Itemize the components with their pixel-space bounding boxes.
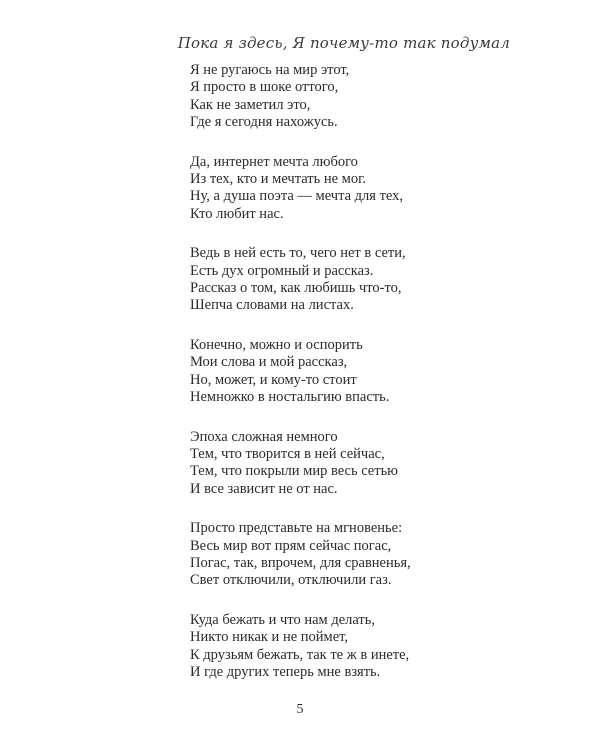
poem-line: И все зависит не от нас. <box>190 480 338 497</box>
poem-line: Никто никак и не поймет, <box>190 629 349 646</box>
poem-line: Но, может, и кому-то стоит <box>190 371 357 388</box>
poem-line: Где я сегодня нахожусь. <box>190 114 338 131</box>
poem-line: И где других теперь мне взять. <box>190 663 381 680</box>
poem-line: Да, интернет мечта любого <box>190 153 358 170</box>
poem-line: Свет отключили, отключили газ. <box>190 572 392 589</box>
poem-line: Как не заметил это, <box>190 96 311 113</box>
poem-line: Весь мир вот прям сейчас погас, <box>190 537 392 554</box>
poem <box>190 62 550 703</box>
stanza <box>190 337 550 407</box>
poem-line: Тем, что покрыли мир весь сетью <box>190 463 399 480</box>
poem-line: Я не ругаюсь на мир этот, <box>190 62 350 78</box>
stanza <box>190 520 550 590</box>
poem-line: Ведь в ней есть то, чего нет в сети, <box>190 245 406 262</box>
poem-line: Из тех, кто и мечтать не мог. <box>190 171 367 188</box>
stanza <box>190 612 550 682</box>
poem-line: Я просто в шоке оттого, <box>190 79 339 96</box>
poem-line: Погас, так, впрочем, для сравненья, <box>190 554 411 571</box>
poem-line: Конечно, можно и оспорить <box>190 336 363 353</box>
running-header: Пока я здесь, Я почему-то так подумал <box>177 34 510 52</box>
poem-line: Немножко в ностальгию впасть. <box>190 389 390 406</box>
stanza <box>190 154 550 224</box>
poem-line: Куда бежать и что нам делать, <box>190 611 376 628</box>
poem-line: Есть дух огромный и рассказ. <box>190 262 374 279</box>
poem-line: Мои слова и мой рассказ, <box>190 354 348 371</box>
poem-line: Шепча словами на листах. <box>190 297 354 314</box>
poem-line: Кто любит нас. <box>190 205 284 222</box>
page-number: 5 <box>296 702 304 717</box>
poem-line: Эпоха сложная немного <box>190 428 338 445</box>
stanza <box>190 429 550 499</box>
poem-line: Тем, что творится в ней сейчас, <box>190 445 385 462</box>
poem-line: Рассказ о том, как любишь что-то, <box>190 280 402 297</box>
stanza <box>190 62 550 132</box>
poem-line: К друзьям бежать, так те ж в инете, <box>190 646 410 663</box>
stanza <box>190 245 550 315</box>
poem-line: Просто представьте на мгновенье: <box>190 520 403 537</box>
poem-line: Ну, а душа поэта — мечта для тех, <box>190 188 404 205</box>
